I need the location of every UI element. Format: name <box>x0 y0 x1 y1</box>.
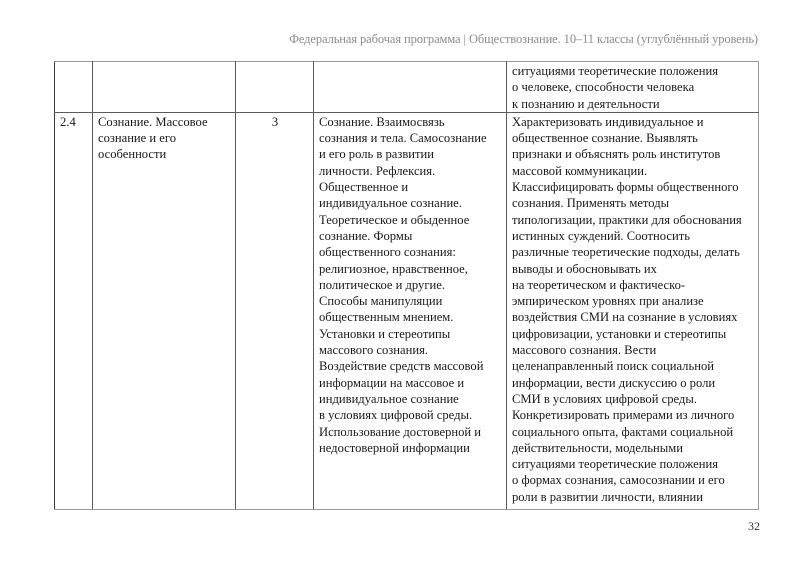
content-line: Теоретическое и обыденное <box>319 212 470 227</box>
content-line: в условиях цифровой среды. <box>319 408 473 423</box>
page-number: 32 <box>748 519 760 533</box>
activity-line: массовой коммуникации. <box>512 163 648 178</box>
activity-line: на теоретическом и фактическо- <box>512 277 686 292</box>
table-row-2-4 <box>55 112 759 509</box>
activity-line: типологизации, практики для обоснования <box>512 212 742 227</box>
content-line: Общественное и <box>319 180 409 195</box>
cell-topic <box>93 112 236 509</box>
content-line: общественного сознания: <box>319 245 456 260</box>
content-line: индивидуальное сознание <box>319 391 459 406</box>
content-line: Способы манипуляции <box>319 294 443 309</box>
content-line: Установки и стереотипы <box>319 326 451 341</box>
topic-line: сознание и его <box>98 131 177 146</box>
cell-hours <box>236 62 314 113</box>
activity-line: различные теоретические подходы, делать <box>512 245 740 260</box>
activity-line: Классифицировать формы общественного <box>512 180 739 195</box>
activity-line: Характеризовать индивидуальное и <box>512 114 704 129</box>
activity-line: целенаправленный поиск социальной <box>512 359 714 374</box>
activity-line: Конкретизировать примерами из личного <box>512 408 735 423</box>
activity-line: роли в развитии личности, влиянии <box>512 489 704 504</box>
activity-line: общественное сознание. Выявлять <box>512 131 698 146</box>
activity-line: воздействия СМИ на сознание в условиях <box>512 310 738 325</box>
program-table <box>54 61 759 510</box>
activity-line: ситуациями теоретические положения <box>512 64 718 78</box>
activity-line: цифровизации, установки и стереотипы <box>512 326 727 341</box>
content-line: Использование достоверной и <box>319 424 482 439</box>
cell-number: 2.4 <box>55 112 93 509</box>
cell-content <box>314 62 507 113</box>
content-line: массового сознания. <box>319 343 429 358</box>
cell-activity <box>507 112 759 509</box>
content-line: и его роль в развитии <box>319 147 435 162</box>
activity-line: истинных суждений. Соотносить <box>512 228 690 243</box>
cell-content <box>314 112 507 509</box>
topic-line: особенности <box>98 147 167 162</box>
activity-line: действительности, модельными <box>512 440 683 455</box>
content-line: индивидуальное сознание. <box>319 196 462 211</box>
content-line: Воздействие средств массовой <box>319 359 484 374</box>
activity-line: социального опыта, фактами социальной <box>512 424 734 439</box>
activity-line: сознания. Применять методы <box>512 196 670 211</box>
content-line: религиозное, нравственное, <box>319 261 468 276</box>
activity-line: о человеке, способности человека <box>512 80 695 95</box>
cell-number <box>55 62 93 113</box>
activity-line: к познанию и деятельности <box>512 96 660 111</box>
content-line: сознания и тела. Самосознание <box>319 131 487 146</box>
content-line: Сознание. Взаимосвязь <box>319 114 445 129</box>
content-line: политическое и другие. <box>319 277 445 292</box>
cell-hours: 3 <box>236 112 314 509</box>
activity-line: выводы и обосновывать их <box>512 261 657 276</box>
running-header: Федеральная рабочая программа | Обществознание. 10–11 классы (углублённый уровень) <box>289 32 758 46</box>
content-line: личности. Рефлексия. <box>319 163 436 178</box>
content-line: общественным мнением. <box>319 310 454 325</box>
activity-line: признаки и объяснять роль институтов <box>512 147 721 162</box>
activity-line: о формах сознания, самосознании и его <box>512 473 725 488</box>
topic-line: Сознание. Массовое <box>98 114 208 129</box>
activity-line: СМИ в условиях цифровой среды. <box>512 391 697 406</box>
cell-activity <box>507 62 759 113</box>
cell-topic <box>93 62 236 113</box>
activity-line: эмпирическом уровнях при анализе <box>512 294 704 309</box>
table-row-continuation <box>55 62 759 113</box>
content-line: сознание. Формы <box>319 228 413 243</box>
activity-line: ситуациями теоретические положения <box>512 457 718 472</box>
activity-line: информации, вести дискуссию о роли <box>512 375 716 390</box>
content-line: недостоверной информации <box>319 440 470 455</box>
content-line: информации на массовое и <box>319 375 465 390</box>
activity-line: массового сознания. Вести <box>512 343 657 358</box>
